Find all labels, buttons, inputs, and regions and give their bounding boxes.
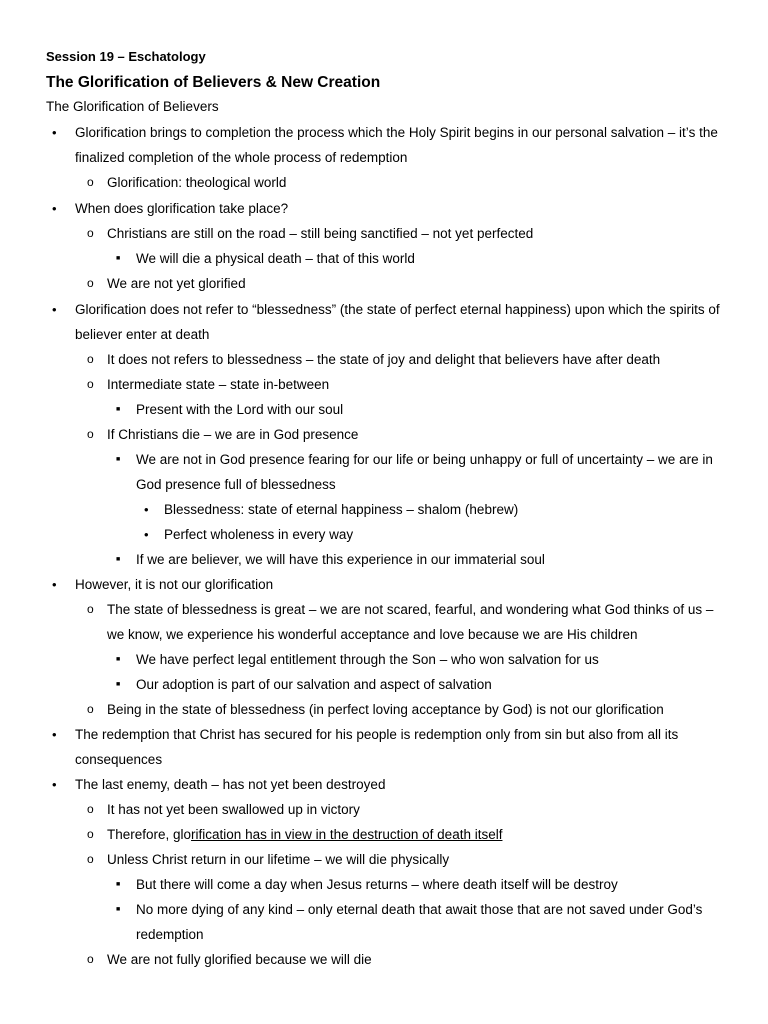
list-item: o If Christians die – we are in God presence [46,422,728,447]
disc-bullet-icon: • [52,302,57,317]
list-item: ■ No more dying of any kind – only eternal death that await those that are not saved under God’s redemption [46,897,728,947]
circle-bullet-icon: o [87,802,94,816]
list-item: • The last enemy, death – has not yet been destroyed [46,772,728,797]
list-item: • Perfect wholeness in every way [46,522,728,547]
list-item: ■ We will die a physical death – that of this world [46,246,728,271]
list-item: o Being in the state of blessedness (in perfect loving acceptance by God) is not our glorification [46,697,728,722]
disc-bullet-icon: • [52,125,57,140]
circle-bullet-icon: o [87,852,94,866]
list-item: • However, it is not our glorification [46,572,728,597]
list-item: o Unless Christ return in our lifetime – we will die physically [46,847,728,872]
square-bullet-icon: ■ [116,656,121,663]
list-item: o Christians are still on the road – still being sanctified – not yet perfected [46,221,728,246]
list-item: o It does not refers to blessedness – the state of joy and delight that believers have after death [46,347,728,372]
list-item: o The state of blessedness is great – we are not scared, fearful, and wondering what God thinks of us – we know, we experience his wonderful acceptance and love because we are His children [46,597,728,647]
list-item: o It has not yet been swallowed up in victory [46,797,728,822]
disc-bullet-icon: • [52,577,57,592]
list-item: o Glorification: theological world [46,170,728,195]
list-item: ■ But there will come a day when Jesus returns – where death itself will be destroy [46,872,728,897]
square-bullet-icon: ■ [116,255,121,262]
list-item: • The redemption that Christ has secured for his people is redemption only from sin but also from all its consequences [46,722,728,772]
circle-bullet-icon: o [87,352,94,366]
circle-bullet-icon: o [87,377,94,391]
circle-bullet-icon: o [87,175,94,189]
list-item: o Intermediate state – state in-between [46,372,728,397]
list-item: ■ If we are believer, we will have this experience in our immaterial soul [46,547,728,572]
disc-bullet-icon: • [144,527,149,542]
list-item: ■ Present with the Lord with our soul [46,397,728,422]
list-item: • Blessedness: state of eternal happiness – shalom (hebrew) [46,497,728,522]
disc-bullet-icon: • [144,502,149,517]
list-item: • Glorification does not refer to “blessedness” (the state of perfect eternal happiness) upon which the spirits of believer enter at death [46,297,728,347]
list-item: ■ We have perfect legal entitlement through the Son – who won salvation for us [46,647,728,672]
section-heading: The Glorification of Believers [46,99,219,114]
page-title: The Glorification of Believers & New Creation [46,74,381,91]
circle-bullet-icon: o [87,602,94,616]
square-bullet-icon: ■ [116,556,121,563]
disc-bullet-icon: • [52,727,57,742]
circle-bullet-icon: o [87,276,94,290]
square-bullet-icon: ■ [116,406,121,413]
square-bullet-icon: ■ [116,681,121,688]
session-title: Session 19 – Eschatology [46,49,206,64]
outline-list [46,120,728,972]
square-bullet-icon: ■ [116,456,121,463]
circle-bullet-icon: o [87,427,94,441]
list-item: • Glorification brings to completion the process which the Holy Spirit begins in our personal salvation – it’s the finalized completion of the whole process of redemption [46,120,728,170]
underlined-text: rification has in view in the destruction of death itself [191,827,503,842]
square-bullet-icon: ■ [116,906,121,913]
circle-bullet-icon: o [87,827,94,841]
list-item: o We are not yet glorified [46,271,728,296]
disc-bullet-icon: • [52,777,57,792]
disc-bullet-icon: • [52,201,57,216]
circle-bullet-icon: o [87,226,94,240]
circle-bullet-icon: o [87,702,94,716]
square-bullet-icon: ■ [116,881,121,888]
circle-bullet-icon: o [87,952,94,966]
list-item: o Therefore, glorification has in view in the destruction of death itself [46,822,728,847]
list-item: • When does glorification take place? [46,196,728,221]
list-item: o We are not fully glorified because we will die [46,947,728,972]
list-item: ■ Our adoption is part of our salvation and aspect of salvation [46,672,728,697]
list-item: ■ We are not in God presence fearing for our life or being unhappy or full of uncertainty – we are in God presence full of blessedness [46,447,728,497]
